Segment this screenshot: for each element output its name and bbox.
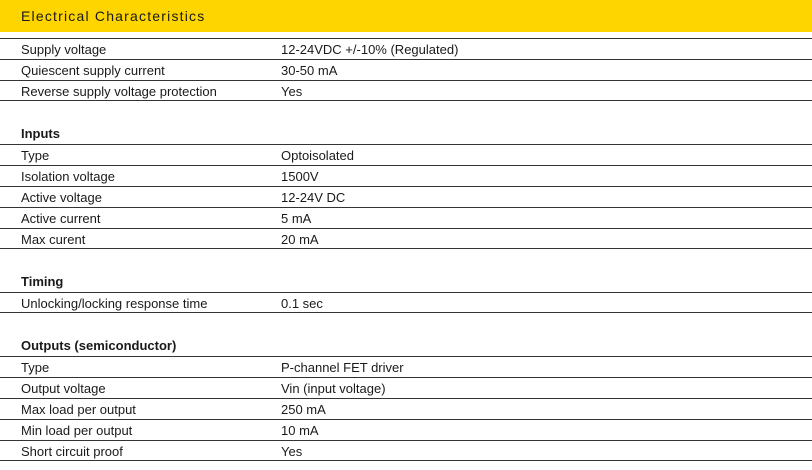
table-row [0, 186, 812, 207]
section-general [0, 38, 812, 101]
section-header-band [0, 0, 812, 32]
row-label: Unlocking/locking response time [21, 296, 208, 311]
row-value: Vin (input voltage) [281, 381, 386, 396]
row-label: Reverse supply voltage protection [21, 84, 217, 99]
table-row [0, 228, 812, 249]
row-value: Yes [281, 84, 303, 99]
row-value: 12-24V DC [281, 190, 346, 205]
row-label: Active voltage [21, 190, 102, 205]
table-row [0, 398, 812, 419]
section-heading: Outputs (semiconductor) [21, 338, 177, 353]
page-title: Electrical Characteristics [21, 8, 206, 24]
row-label: Max load per output [21, 402, 136, 417]
table-row [0, 38, 812, 59]
row-value: 12-24VDC +/-10% (Regulated) [281, 42, 459, 57]
row-value: 20 mA [281, 232, 319, 247]
row-value: P-channel FET driver [281, 360, 404, 375]
section-timing [0, 271, 812, 313]
table-row [0, 356, 812, 377]
row-label: Output voltage [21, 381, 106, 396]
row-value: 0.1 sec [281, 296, 323, 311]
section-inputs [0, 123, 812, 249]
table-row [0, 207, 812, 228]
row-label: Supply voltage [21, 42, 107, 57]
section-outputs [0, 335, 812, 461]
table-row [0, 377, 812, 398]
row-label: Short circuit proof [21, 444, 123, 459]
row-value: 250 mA [281, 402, 326, 417]
table-row [0, 419, 812, 440]
row-label: Type [21, 360, 50, 375]
row-value: 10 mA [281, 423, 319, 438]
row-label: Min load per output [21, 423, 133, 438]
row-label: Max curent [21, 232, 86, 247]
row-label: Quiescent supply current [21, 63, 165, 78]
spec-tables [0, 38, 812, 461]
row-label: Isolation voltage [21, 169, 115, 184]
row-label: Type [21, 148, 50, 163]
row-value: 30-50 mA [281, 63, 338, 78]
section-heading: Timing [21, 274, 64, 289]
section-heading: Inputs [21, 126, 60, 141]
table-row [0, 292, 812, 313]
table-row [0, 440, 812, 461]
row-value: Optoisolated [281, 148, 354, 163]
table-row [0, 165, 812, 186]
row-value: 5 mA [281, 211, 312, 226]
row-label: Active current [21, 211, 101, 226]
table-row [0, 59, 812, 80]
row-value: Yes [281, 444, 303, 459]
row-value: 1500V [281, 169, 319, 184]
table-row [0, 144, 812, 165]
table-row [0, 80, 812, 101]
